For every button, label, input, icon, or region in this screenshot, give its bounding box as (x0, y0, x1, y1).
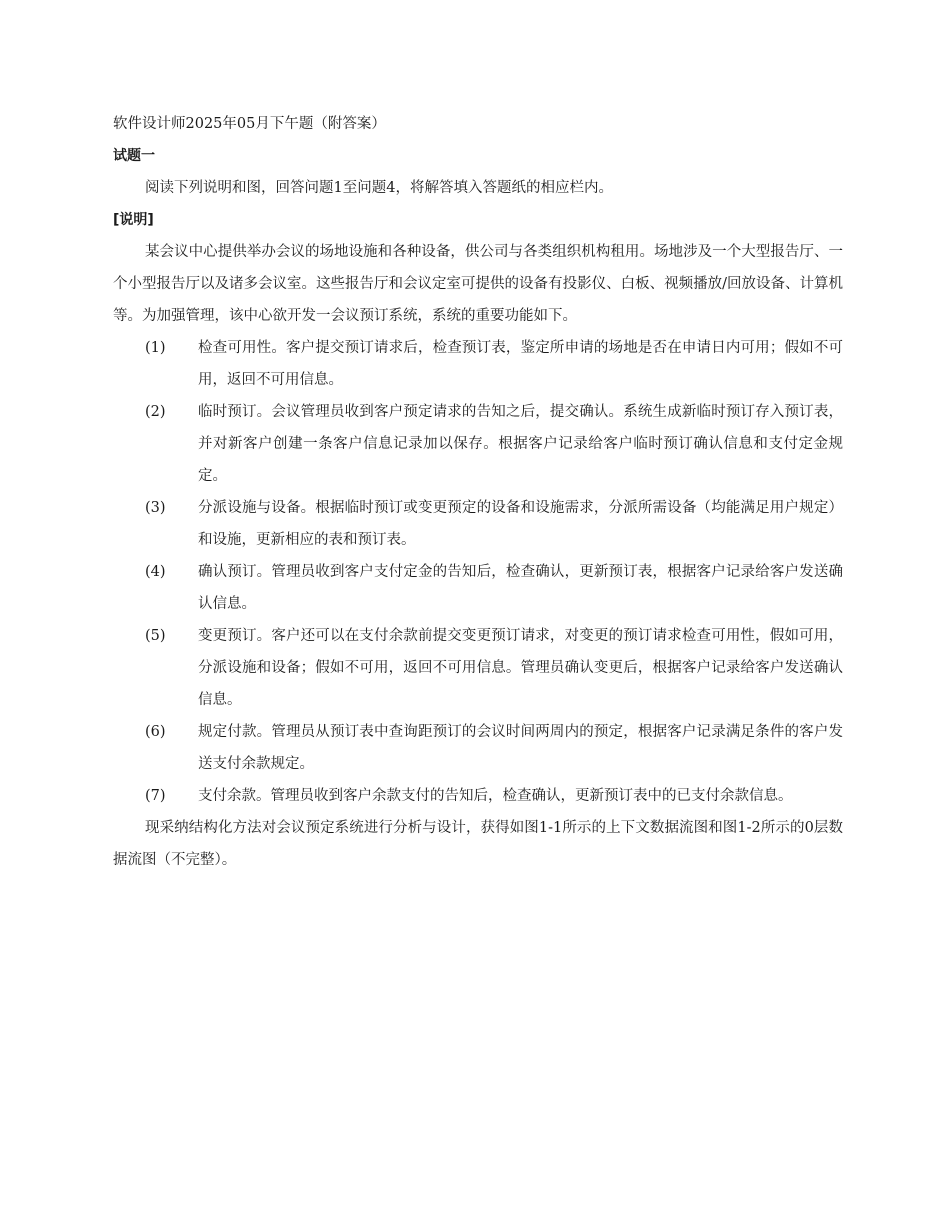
list-item-text: 变更预订。客户还可以在支付余款前提交变更预订请求，对变更的预订请求检查可用性，假如可用，分派设施和设备；假如不可用，返回不可用信息。管理员确认变更后，根据客户记录给客户发送确认信息。 (198, 628, 843, 708)
function-list (113, 332, 843, 812)
document-title: 软件设计师2025年05月下午题（附答案） (113, 116, 386, 132)
list-item-text: 临时预订。会议管理员收到客户预定请求的告知之后，提交确认。系统生成新临时预订存入预订表，并对新客户创建一条客户信息记录加以保存。根据客户记录给客户临时预订确认信息和支付定金规定。 (198, 404, 843, 484)
list-item (113, 556, 843, 620)
list-item-number: (2) (145, 404, 166, 420)
list-item-number: (6) (145, 724, 166, 740)
list-item-number: (1) (145, 340, 166, 356)
list-item-text: 规定付款。管理员从预订表中查询距预订的会议时间两周内的预定，根据客户记录满足条件的客户发送支付余款规定。 (198, 724, 843, 772)
list-item (113, 780, 843, 812)
document-page (113, 108, 843, 876)
list-item (113, 492, 843, 556)
list-item (113, 620, 843, 716)
description-label: [说明] (113, 212, 154, 228)
list-item-number: (7) (145, 788, 166, 804)
list-item (113, 332, 843, 396)
list-item-text: 确认预订。管理员收到客户支付定金的告知后，检查确认，更新预订表，根据客户记录给客户发送确认信息。 (198, 564, 843, 612)
list-item-text: 分派设施与设备。根据临时预订或变更预定的设备和设施需求，分派所需设备（均能满足用户规定）和设施，更新相应的表和预订表。 (198, 500, 843, 548)
question-heading: 试题一 (113, 148, 155, 164)
instruction-paragraph: 阅读下列说明和图，回答问题1至问题4，将解答填入答题纸的相应栏内。 (145, 180, 613, 196)
list-item-text: 检查可用性。客户提交预订请求后，检查预订表，鉴定所申请的场地是否在申请日内可用；假如不可用，返回不可用信息。 (198, 340, 843, 388)
list-item-number: (3) (145, 500, 166, 516)
list-item-number: (4) (145, 564, 166, 580)
list-item (113, 396, 843, 492)
list-item-number: (5) (145, 628, 166, 644)
intro-paragraph: 某会议中心提供举办会议的场地设施和各种设备，供公司与各类组织机构租用。场地涉及一个大型报告厅、一个小型报告厅以及诸多会议室。这些报告厅和会议定室可提供的设备有投影仪、白板、视频播放/回放设备、计算机等。为加强管理，该中心欲开发一会议预订系统，系统的重要功能如下。 (113, 244, 843, 324)
closing-paragraph: 现采纳结构化方法对会议预定系统进行分析与设计，获得如图1-1所示的上下文数据流图和图1-2所示的0层数据流图（不完整）。 (113, 820, 843, 868)
list-item (113, 716, 843, 780)
list-item-text: 支付余款。管理员收到客户余款支付的告知后，检查确认，更新预订表中的已支付余款信息。 (198, 788, 793, 804)
